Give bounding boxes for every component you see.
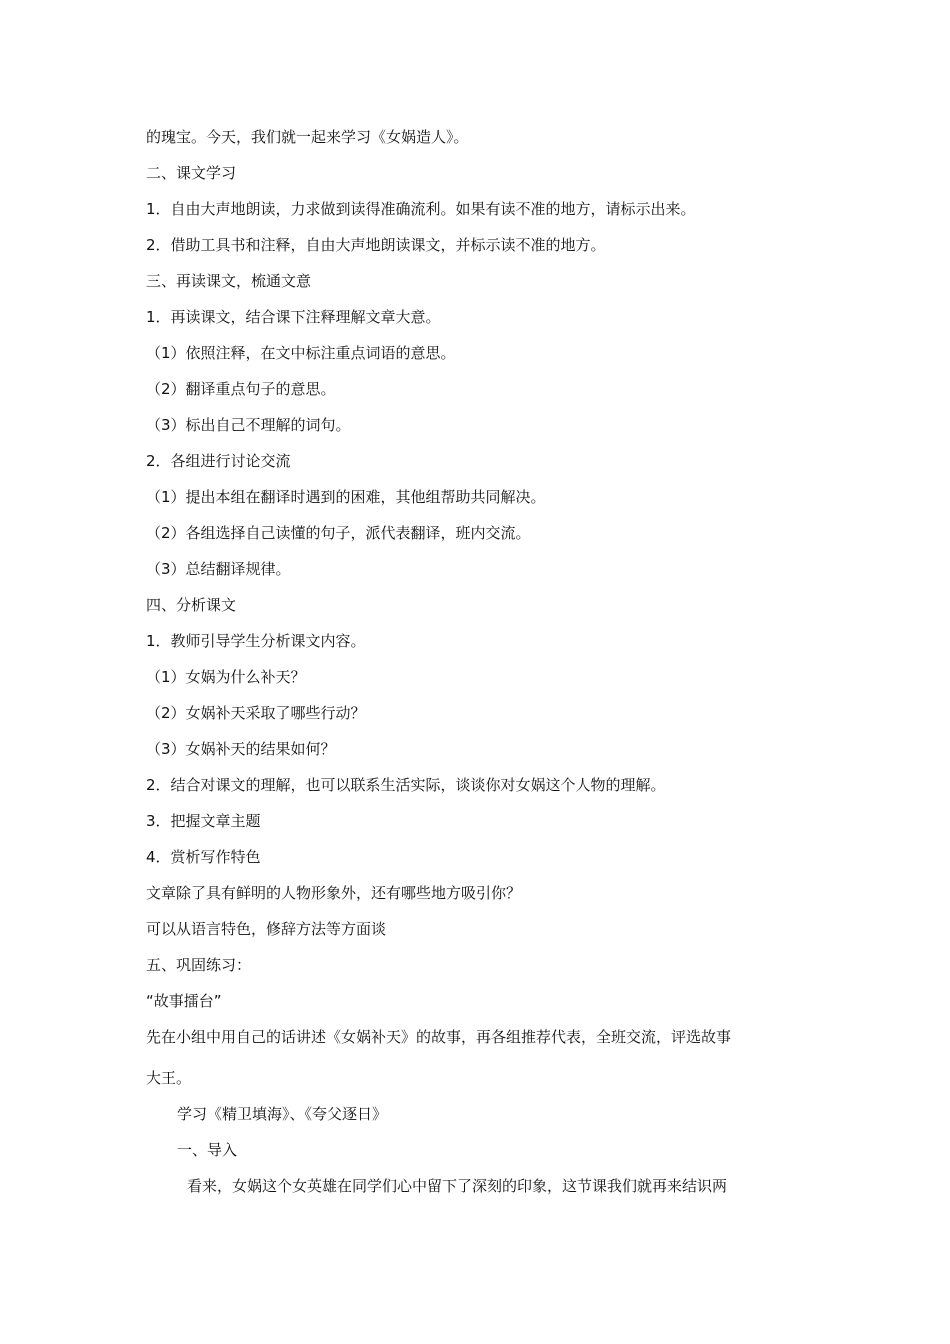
text-line-12: （2）各组选择自己读懂的句子，派代表翻译，班内交流。 [146, 524, 531, 542]
text-line-13: （3）总结翻译规律。 [146, 560, 291, 578]
text-line-8: （2）翻译重点句子的意思。 [146, 380, 336, 398]
section-heading-3: 三、再读课文，梳通文意 [146, 272, 312, 290]
text-line-30: 看来，女娲这个女英雄在同学们心中留下了深刻的印象，这节课我们就再来结识两 [187, 1177, 728, 1195]
text-line-1: 的瑰宝。今天，我们就一起来学习《女娲造人》。 [146, 128, 469, 146]
section-heading-5: 五、巩固练习： [146, 956, 252, 974]
lesson-title: 学习《精卫填海》、《夸父逐日》 [177, 1105, 388, 1123]
text-line-26: 先在小组中用自己的话讲述《女娲补天》的故事，再各组推荐代表，全班交流，评选故事 [146, 1028, 732, 1046]
text-line-23: 可以从语言特色，修辞方法等方面谈 [146, 920, 387, 938]
text-line-22: 文章除了具有鲜明的人物形象外，还有哪些地方吸引你？ [146, 884, 522, 902]
text-line-7: （1）依照注释，在文中标注重点词语的意思。 [146, 344, 456, 362]
text-line-11: （1）提出本组在翻译时遇到的困难，其他组帮助共同解决。 [146, 488, 546, 506]
text-line-18: （3）女娲补天的结果如何？ [146, 740, 336, 758]
text-line-16: （1）女娲为什么补天？ [146, 668, 306, 686]
text-line-19: 2．结合对课文的理解，也可以联系生活实际，谈谈你对女娲这个人物的理解。 [146, 776, 666, 794]
section-heading-2: 二、课文学习 [146, 164, 237, 182]
text-line-25: “故事擂台” [146, 992, 222, 1010]
section-heading-intro: 一、导入 [177, 1141, 238, 1159]
text-line-4: 2．借助工具书和注释，自由大声地朗读课文，并标示读不准的地方。 [146, 236, 606, 254]
text-line-21: 4．赏析写作特色 [146, 848, 261, 866]
text-line-17: （2）女娲补天采取了哪些行动？ [146, 704, 366, 722]
text-line-6: 1．再读课文，结合课下注释理解文章大意。 [146, 308, 441, 326]
section-heading-4: 四、分析课文 [146, 596, 237, 614]
text-line-9: （3）标出自己不理解的词句。 [146, 416, 351, 434]
text-line-20: 3．把握文章主题 [146, 812, 261, 830]
text-line-3: 1．自由大声地朗读，力求做到读得准确流利。如果有读不准的地方，请标示出来。 [146, 200, 696, 218]
text-line-10: 2．各组进行讨论交流 [146, 452, 291, 470]
text-line-27: 大王。 [146, 1069, 192, 1087]
text-line-15: 1．教师引导学生分析课文内容。 [146, 632, 366, 650]
